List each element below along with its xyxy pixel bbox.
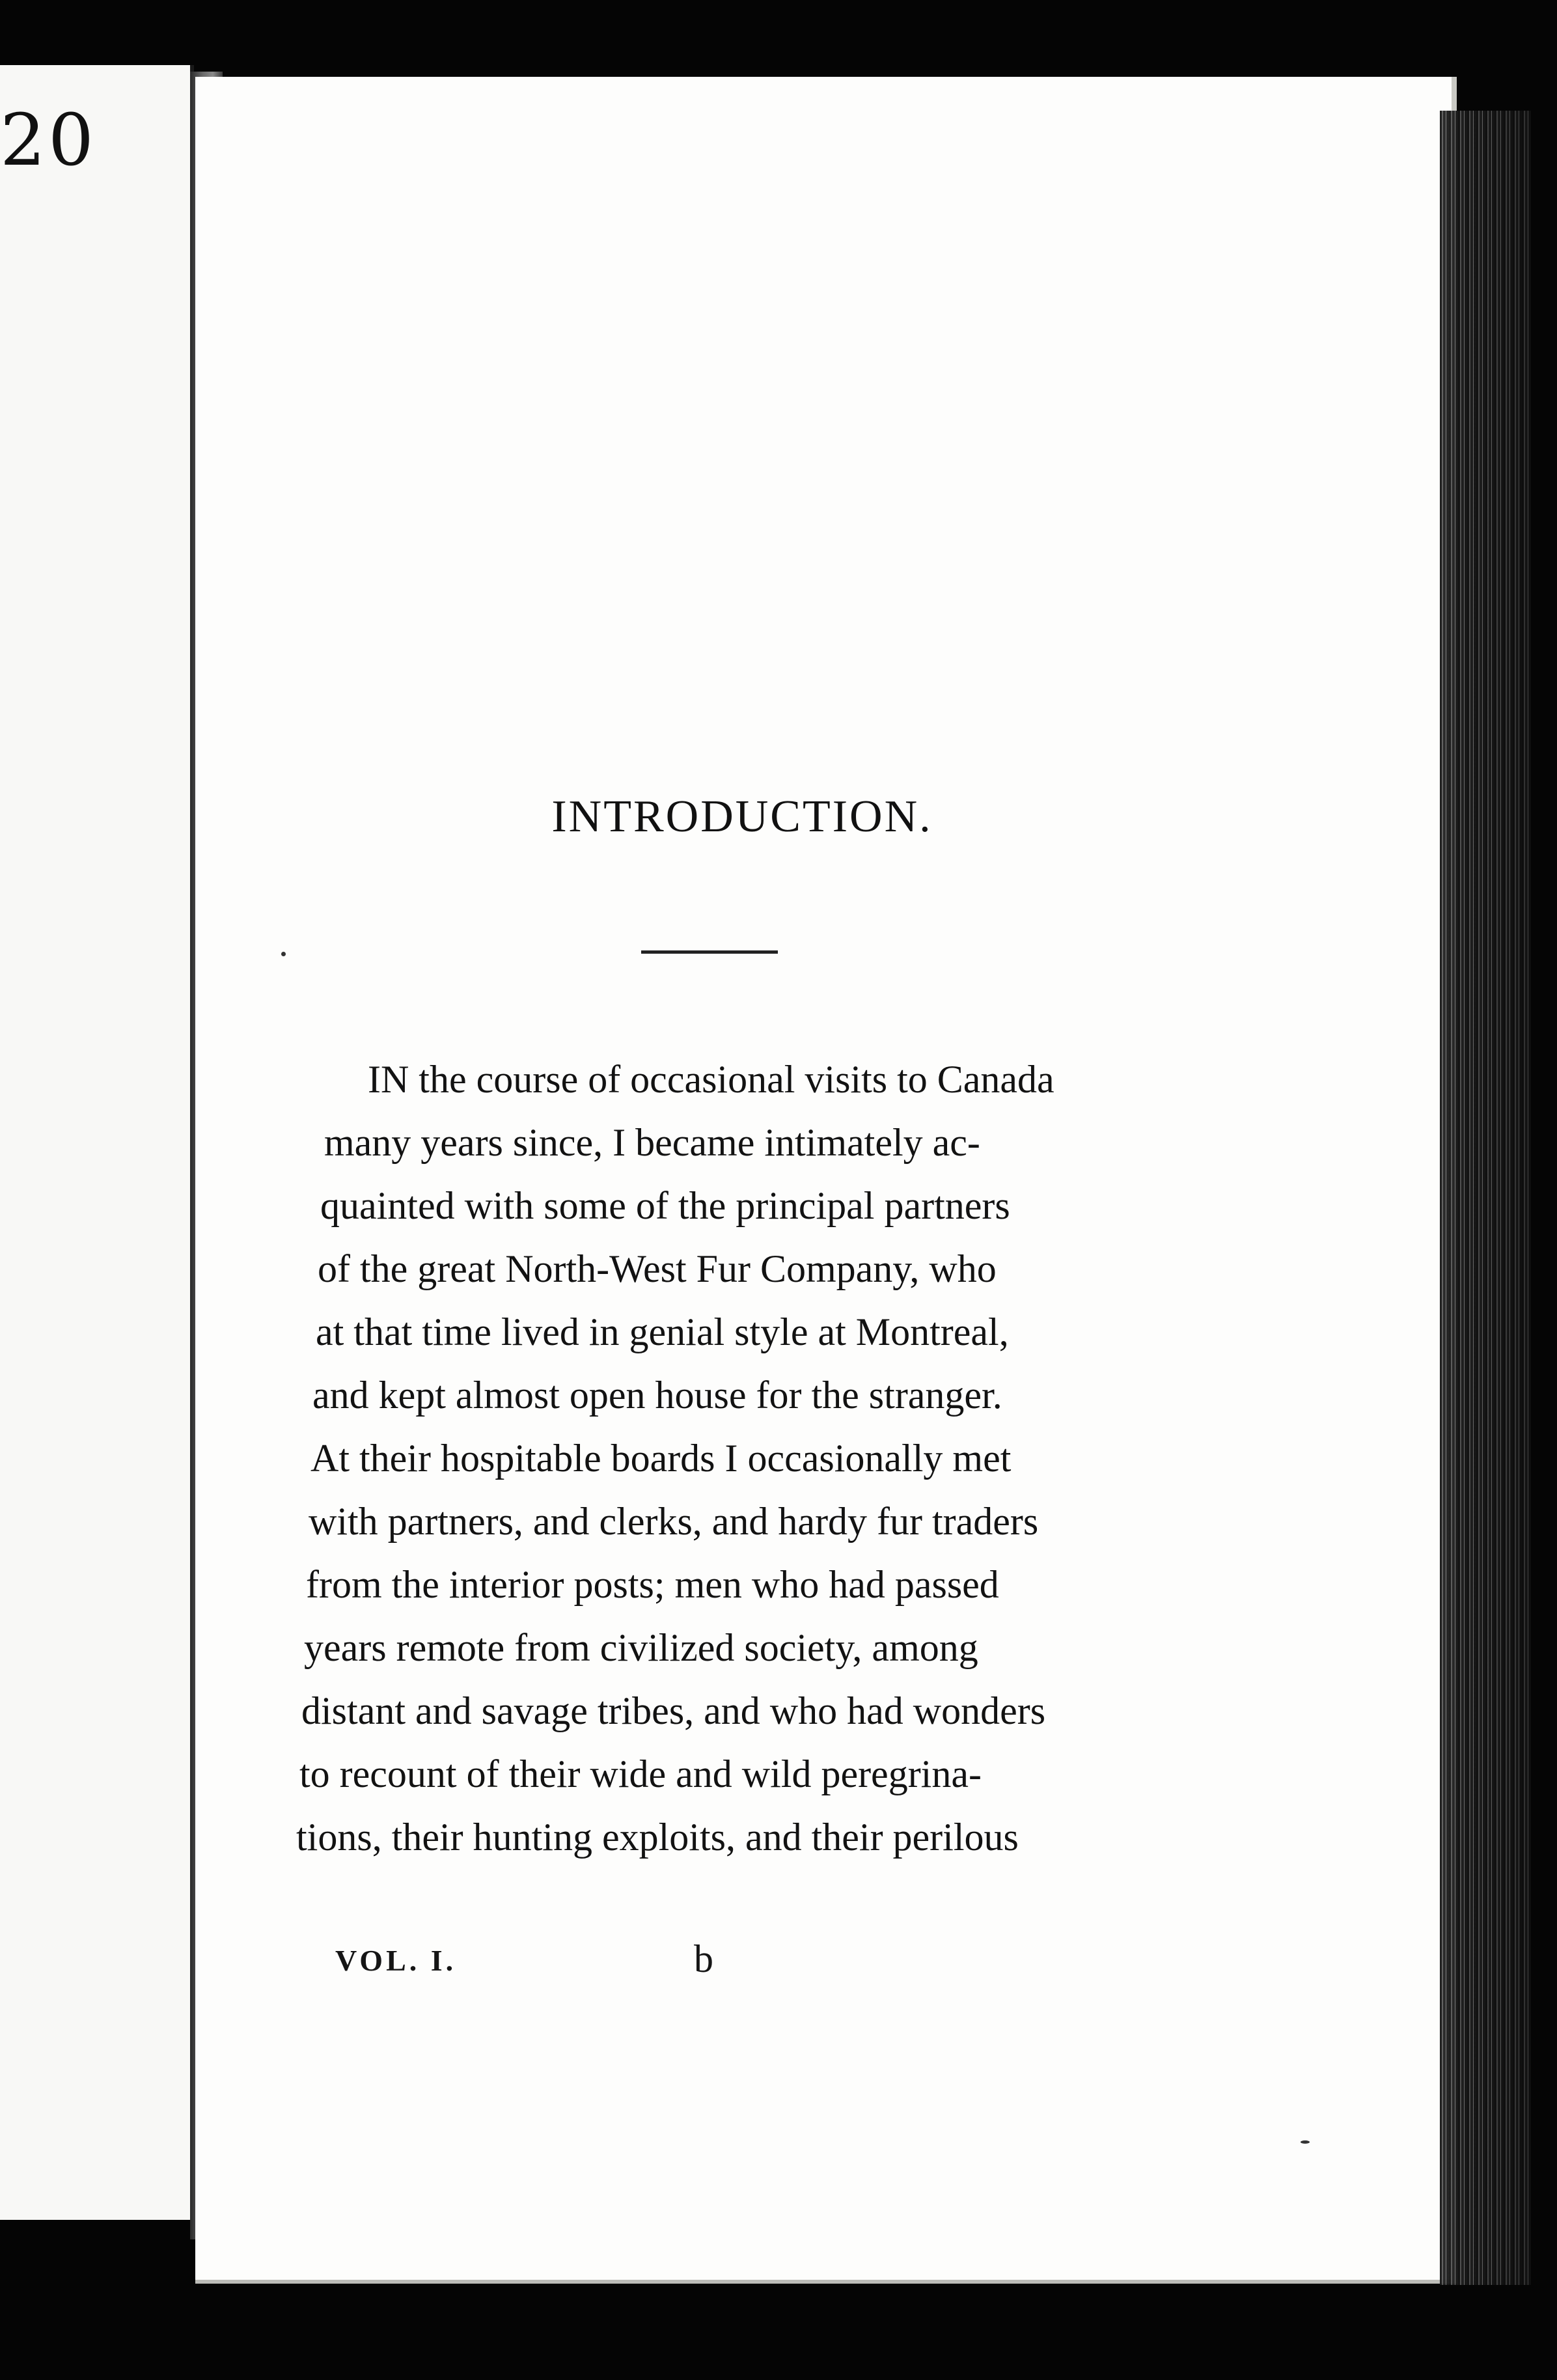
body-line-12: to recount of their wide and wild peregrina- <box>299 1752 982 1795</box>
body-line-2: many years since, I became intimately ac- <box>324 1121 980 1164</box>
signature-mark: b <box>694 1937 713 1980</box>
paper-speck <box>281 952 286 956</box>
chapter-heading: INTRODUCTION. <box>551 792 933 842</box>
paper-speck <box>1301 2140 1310 2144</box>
body-line-9: from the interior posts; men who had passed <box>306 1563 999 1606</box>
heading-rule <box>641 950 778 954</box>
left-page-fragment-text: 20 <box>0 98 96 182</box>
body-line-10: years remote from civilized society, among <box>304 1626 978 1669</box>
book-fore-edge-shade <box>1440 111 1531 2285</box>
body-line-4: of the great North-West Fur Company, who <box>318 1247 997 1290</box>
body-line-3: quainted with some of the principal partners <box>320 1184 1010 1227</box>
volume-marker: VOL. I. <box>335 1944 457 1977</box>
body-line-11: distant and savage tribes, and who had wonders <box>301 1689 1046 1732</box>
body-line-6: and kept almost open house for the stranger. <box>312 1374 1002 1417</box>
body-line-13: tions, their hunting exploits, and their perilous <box>296 1816 1019 1859</box>
body-line-8: with partners, and clerks, and hardy fur traders <box>309 1500 1039 1543</box>
left-facing-page <box>0 65 194 2220</box>
body-line-7: At their hospitable boards I occasionally met <box>310 1437 1012 1480</box>
body-line-5: at that time lived in genial style at Montreal, <box>316 1310 1009 1353</box>
body-line-1: IN the course of occasional visits to Canada <box>368 1058 1054 1101</box>
